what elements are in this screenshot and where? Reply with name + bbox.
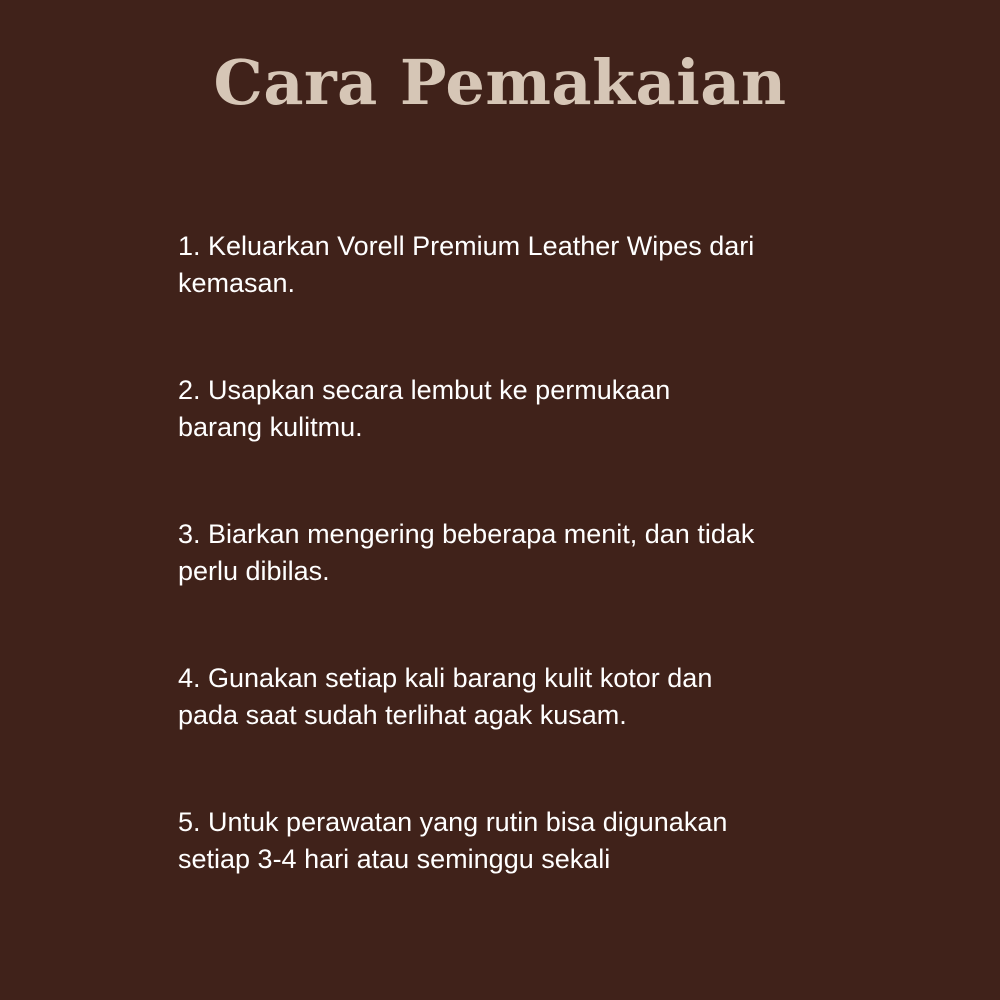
page-title: Cara Pemakaian xyxy=(213,46,787,119)
instruction-step-3: 3. Biarkan mengering beberapa menit, dan tidak perlu dibilas. xyxy=(178,519,755,586)
instruction-step-2: 2. Usapkan secara lembut ke permukaan barang kulitmu. xyxy=(178,375,671,442)
instruction-list xyxy=(178,228,858,948)
instruction-step-5: 5. Untuk perawatan yang rutin bisa digunakan setiap 3-4 hari atau seminggu sekali xyxy=(178,807,728,874)
instruction-step-1: 1. Keluarkan Vorell Premium Leather Wipes dari kemasan. xyxy=(178,231,755,298)
instruction-step-4: 4. Gunakan setiap kali barang kulit kotor dan pada saat sudah terlihat agak kusam. xyxy=(178,663,713,730)
